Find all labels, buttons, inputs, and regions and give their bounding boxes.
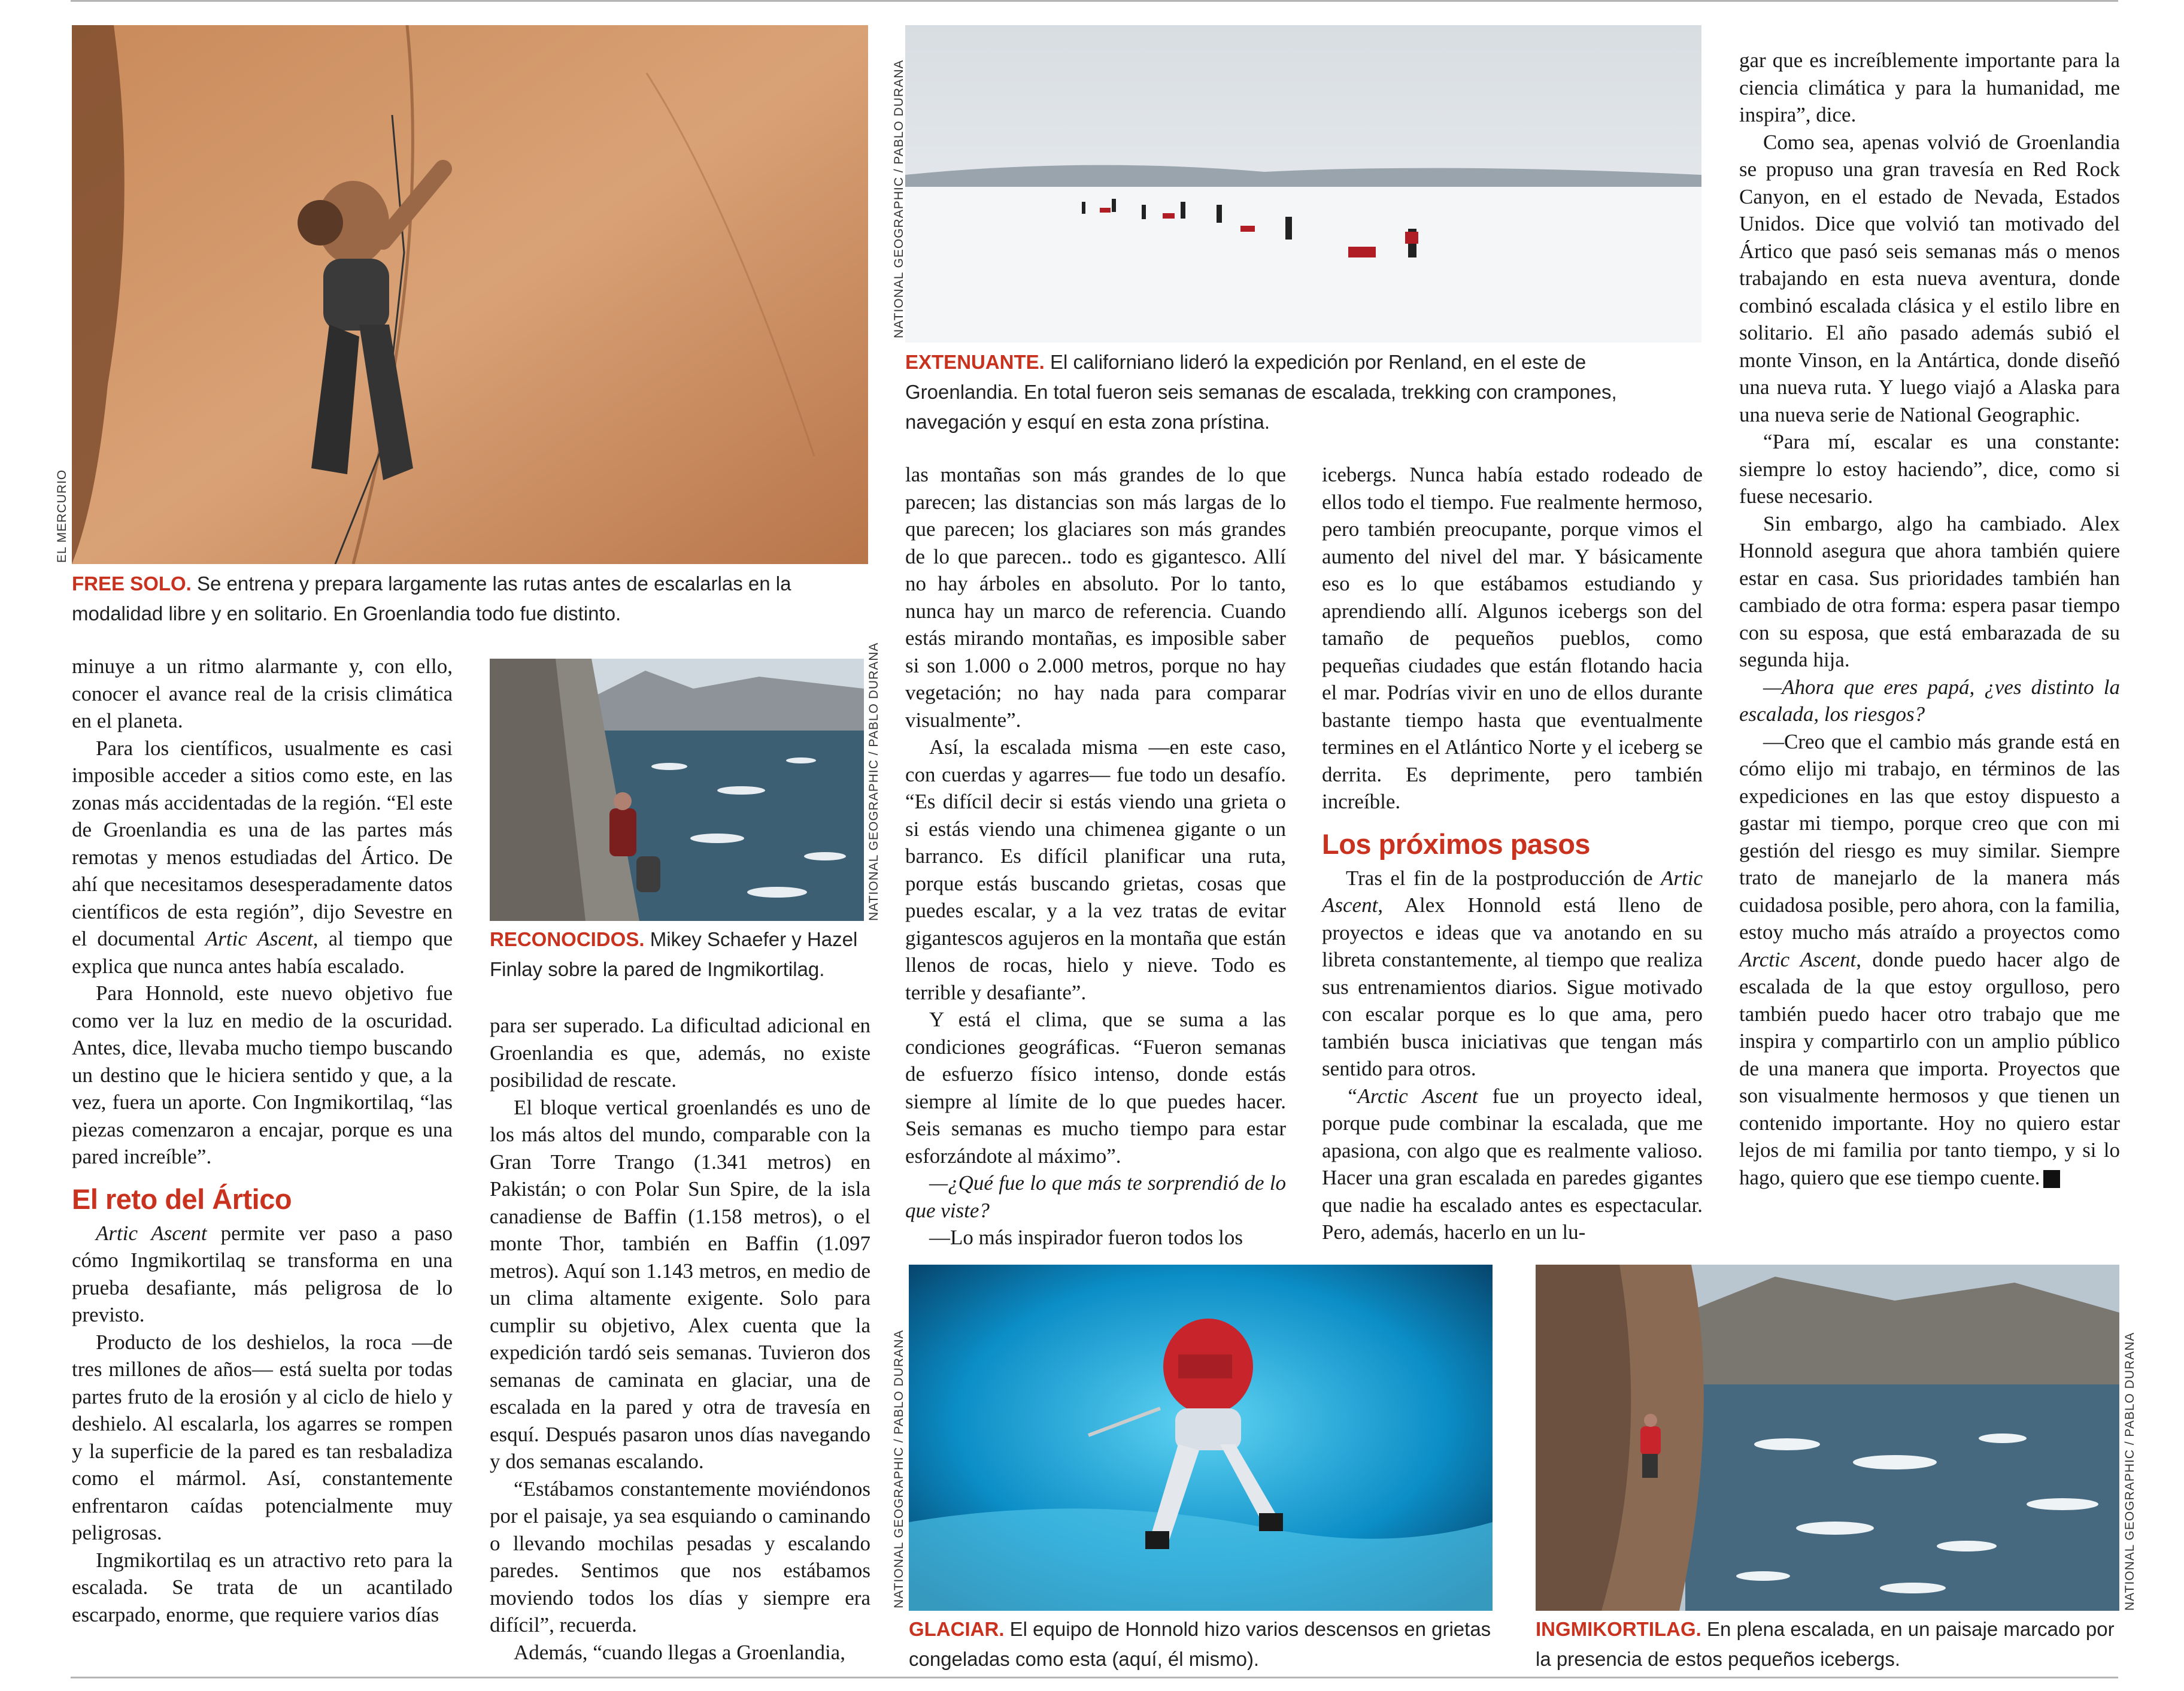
section-heading: El reto del Ártico [72,1183,292,1215]
extenuante-caption-lead: EXTENUANTE. [905,351,1045,373]
reconocidos-credit: NATIONAL GEOGRAPHIC / PABLO DURANA [867,642,881,921]
article-column-1 [72,653,453,1628]
article-column-5 [1739,47,2120,1191]
paragraph: Sin embargo, algo ha cambiado. Alex Honnold asegura que ahora también quiere estar en casa. Sus prioridades también han cambiado de otra forma: espera pasar tiempo con su esposa, que está embarazada de su segunda hija. [1739,511,2120,671]
ingmikortilag-photo [1536,1265,2119,1611]
article-column-4 [1322,461,1703,1246]
free-solo-credit: EL MERCURIO [55,469,69,563]
end-of-article-mark: D [2043,1170,2060,1188]
paragraph: minuye a un ritmo alarmante y, con ello, conocer el avance real de la crisis climática en el planeta. [72,654,453,732]
paragraph: “Arctic Ascent fue un proyecto ideal, porque pude combinar la escalada, que me apasiona, con algo que es realmente valioso. Hacer una gran escalada en paredes gigantes que nadie ha escalado antes es espectacular. Pero, además, hacerlo en un lu- [1322,1084,1703,1244]
glaciar-credit: NATIONAL GEOGRAPHIC / PABLO DURANA [892,1329,906,1608]
glaciar-caption-lead: GLACIAR. [909,1618,1005,1640]
paragraph: —Lo más inspirador fueron todos los [929,1226,1243,1249]
extenuante-credit: NATIONAL GEOGRAPHIC / PABLO DURANA [892,59,906,338]
ingmikortilag-caption [1536,1614,2128,1674]
paragraph: Tras el fin de la postproducción de Artic Ascent, Alex Honnold está lleno de proyectos e ideas que va anotando en su libreta constantemente, al tiempo que realiza sus entrenamientos diarios. Sigue motivado con escalar porque es lo que ama, pero también busca iniciativas que tengan más sentido para otros. [1322,866,1703,1080]
paragraph: Además, “cuando llegas a Groenlandia, [514,1640,845,1664]
interview-question: —¿Qué fue lo que más te sorprendió de lo que viste? [905,1171,1286,1222]
glaciar-photo [909,1265,1493,1611]
paragraph: Artic Ascent permite ver paso a paso cómo Ingmikortilaq se transforma en una prueba desafiante, más peligrosa de lo previsto. [72,1221,453,1326]
paragraph: Para los científicos, usualmente es casi imposible acceder a sitios como este, en las zonas más accidentadas de la región. “El este de Groenlandia es una de las partes más remotas y menos estudiadas del Ártico. De ahí que necesitamos desesperadamente datos científicos de esta región”, dijo Sevestre en el documental Artic Ascent, al tiempo que explica que nunca antes había escalado. [72,736,453,978]
paragraph: Para Honnold, este nuevo objetivo fue como ver la luz en medio de la oscuridad. Antes, dice, llevaba mucho tiempo buscando un destino que le hiciera sentido y que, a la vez, fuera un aporte. Con Ingmikortilaq, “las piezas comenzaron a encajar, porque es una pared increíble”. [72,981,453,1168]
section-heading: Los próximos pasos [1322,828,1591,860]
interview-question: —Ahora que eres papá, ¿ves distinto la escalada, los riesgos? [1739,675,2120,726]
ingmikortilag-credit: NATIONAL GEOGRAPHIC / PABLO DURANA [2123,1332,2137,1611]
extenuante-photo [905,25,1701,343]
paragraph: Como sea, apenas volvió de Groenlandia se propuso una gran travesía en Red Rock Canyon, en el estado de Nevada, Estados Unidos. Dice que volvió tan motivado del Ártico que pasó seis semanas más o menos trabajando en esta nueva aventura, donde combinó escalada clásica y el estilo libre en solitario. El año pasado además subió el monte Vinson, en la Antártica, donde diseñó una nueva ruta. Y luego viajó a Alaska para una nueva serie de National Geographic. [1739,130,2120,426]
reconocidos-caption [490,925,873,984]
reconocidos-photo [490,659,864,921]
paragraph: gar que es increíblemente importante para la ciencia climática y para la humanidad, me inspira”, dice. [1739,49,2120,126]
paragraph: Ingmikortilaq es un atractivo reto para la escalada. Se trata de un acantilado escarpado, enorme, que requiere varios días [72,1548,453,1626]
free-solo-caption-lead: FREE SOLO. [72,572,192,595]
extenuante-caption-text: El californiano lideró la expedición por Renland, en el este de Groenlandia. En total fueron seis semanas de escalada, trekking con crampones, navegación y esquí en esta zona prístina. [905,351,1617,433]
free-solo-caption [72,569,868,629]
paragraph: Producto de los deshielos, la roca —de tres millones de años— está suelta por todas partes fruto de la erosión y al ciclo de hielo y deshielo. Al escalarla, los agarres se rompen y la superficie de la pared es tan resbaladiza como el mármol. Así, constantemente enfrentaron caídas potencialmente muy peligrosas. [72,1330,453,1544]
top-rule [71,0,2118,2]
reconocidos-caption-text: Mikey Schaefer y Hazel Finlay sobre la pared de Ingmikortilag. [490,928,858,980]
glaciar-caption [909,1614,1502,1674]
paragraph: para ser superado. La dificultad adicional en Groenlandia es que, además, no existe posibilidad de rescate. [490,1014,870,1092]
paragraph: El bloque vertical groenlandés es uno de los más altos del mundo, comparable con la Gran Torre Trango (1.341 metros) en Pakistán; o con Polar Sun Spire, de la isla canadiense de Baffin (1.158 metros), o el monte Thor, también en Baffin (1.097 metros). Aquí son 1.143 metros, en medio de un clima altamente exigente. Solo para cumplir su objetivo, Alex cuenta que la expedición tardó seis semanas. Tuvieron dos semanas de caminata en glaciar, una de escalada en la pared y otra de travesía en esquí. Después pasaron unos días navegando y dos semanas escalando. [490,1095,870,1473]
ingmikortilag-caption-text: En plena escalada, en un paisaje marcado por la presencia de estos pequeños icebergs. [1536,1618,2115,1670]
free-solo-caption-text: Se entrena y prepara largamente las rutas antes de escalarlas en la modalidad libre y en solitario. En Groenlandia todo fue distinto. [72,572,791,625]
paragraph: Así, la escalada misma —en este caso, con cuerdas y agarres— fue todo un desafío. “Es difícil decir si estás viendo una grieta o si estás viendo una chimenea gigante o un barranco. Es difícil planificar una ruta, porque estás buscando grietas, cosas que puedes escalar, y a la vez tratas de evitar gigantescos agujeros en la montaña que están llenos de rocas, hielo y nieve. Todo es terrible y desafiante”. [905,735,1286,1004]
extenuante-caption [905,347,1701,437]
paragraph: “Estábamos constantemente moviéndonos por el paisaje, ya sea esquiando o caminando o llevando mochilas pesadas y escalando paredes. Sentimos que nos estábamos moviendo todos los días y siempre era difícil”, recuerda. [490,1477,870,1637]
paragraph: Y está el clima, que se suma a las condiciones geográficas. “Fueron semanas de esfuerzo físico intenso, donde estás siempre al límite de lo que puedes hacer. Seis semanas es mucho tiempo para estar esforzándote al máximo”. [905,1008,1286,1168]
free-solo-photo [72,25,868,564]
paragraph: “Para mí, escalar es una constante: siempre lo estoy haciendo”, dice, como si fuese necesario. [1739,430,2120,508]
article-column-2 [490,1012,870,1666]
article-column-3 [905,461,1286,1251]
paragraph: —Creo que el cambio más grande está en cómo elijo mi trabajo, en términos de las expediciones en las que estoy dispuesto a gastar mi tiempo, porque creo que con mi gestión del riesgo es muy similar. Siempre trato de manejarlo de la manera más cuidadosa posible, pero ahora, con la familia, estoy mucho más atraído a proyectos como Arctic Ascent, donde puedo hacer algo de escalada de la que estoy orgulloso, pero también puedo hacer otro trabajo que me inspira y compartirlo con un amplio público de una manera que importa. Proyectos que son visualmente hermosos y que tienen un contenido importante. Hoy no quiero estar lejos de mi familia por tanto tiempo, y si lo hago, quiero que ese tiempo cuente. D [1739,729,2120,1189]
paragraph: icebergs. Nunca había estado rodeado de ellos todo el tiempo. Fue realmente hermoso, pero también preocupante, porque vimos el aumento del nivel del mar. Y básicamente eso es lo que estábamos estudiando y aprendiendo allí. Algunos icebergs son del tamaño de pequeños pueblos, como pequeñas ciudades que están flotando hacia el mar. Podrías vivir en uno de ellos durante bastante tiempo hasta que eventualmente termines en el Atlántico Norte y el iceberg se derrita. Es deprimente, pero también increíble. [1322,463,1703,813]
bottom-rule [71,1677,2118,1678]
glaciar-caption-text: El equipo de Honnold hizo varios descensos en grietas congeladas como esta (aquí, él mismo). [909,1618,1491,1670]
reconocidos-caption-lead: RECONOCIDOS. [490,928,645,950]
paragraph: las montañas son más grandes de lo que parecen; las distancias son más largas de lo que parecen; los glaciares son más grandes de lo que parecen.. todo es gigantesco. Allí no hay árboles en absoluto. Por lo tanto, nunca hay un marco de referencia. Cuando estás mirando montañas, es imposible saber si son 1.000 o 2.000 metros, porque no hay vegetación; no hay nada para comparar visualmente”. [905,463,1286,732]
ingmikortilag-caption-lead: INGMIKORTILAG. [1536,1618,1701,1640]
